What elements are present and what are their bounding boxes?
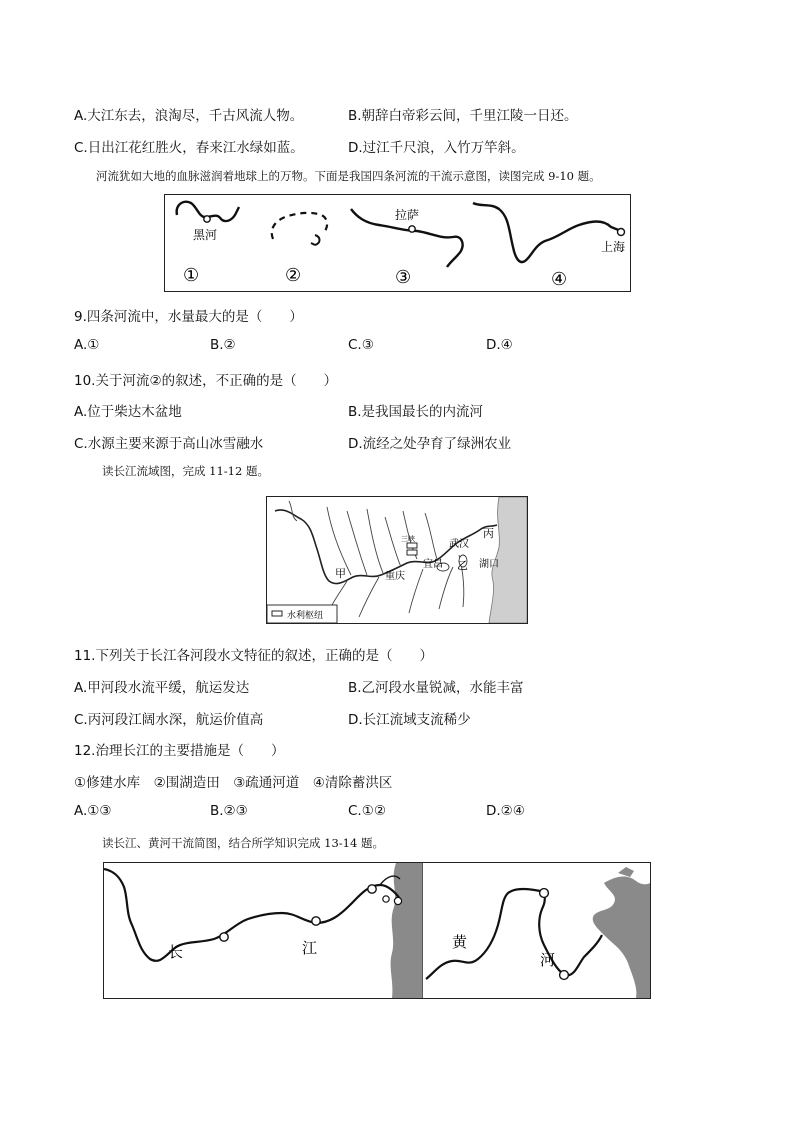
q12-option-c[interactable]: C.①② [348,803,386,819]
two-rivers-map [104,863,650,998]
q9-option-b[interactable]: B.② [210,337,236,353]
river-2-tail [311,235,320,245]
yangtze-basin-figure [266,496,528,624]
label-sanxia: 三峡 [401,535,415,543]
q11-option-d[interactable]: D.长江流域支流稀少 [348,712,471,728]
label-jia: 甲 [335,567,346,580]
q9-stem: 9.四条河流中，水量最大的是（ ） [74,309,303,325]
lake-marker-1 [383,896,389,902]
label-lhasa: 拉萨 [395,208,420,222]
label-heihe: 黑河 [193,228,218,242]
q8-option-d[interactable]: D.过江千尺浪，入竹万竿斜。 [348,140,525,156]
yangtze-river-path [104,869,400,961]
two-rivers-figure [103,862,651,999]
yangtze-marker-1 [220,933,228,941]
label-chang: 长 [168,943,184,961]
heihe-marker [204,216,210,222]
q10-option-a[interactable]: A.位于柴达木盆地 [74,404,182,420]
q8-option-b[interactable]: B.朝辞白帝彩云间，千里江陵一日还。 [348,108,578,124]
q11-option-c[interactable]: C.丙河段江阔水深，航运价值高 [74,712,264,728]
q8-option-a[interactable]: A.大江东去，浪淘尽，千古风流人物。 [74,108,304,124]
river-2-path [272,213,327,239]
q12-option-a[interactable]: A.①③ [74,803,112,819]
intro-13-14: 读长江、黄河干流简图，结合所学知识完成 13-14 题。 [102,836,384,850]
four-rivers-figure [164,194,631,292]
bohai-strait [618,867,634,877]
number-1: ① [183,265,200,286]
q10-stem: 10.关于河流②的叙述，不正确的是（ ） [74,373,338,389]
lake-marker-2 [394,897,401,904]
yangtze-basin-map [267,497,527,623]
east-china-sea [391,863,422,998]
number-3: ③ [395,267,412,288]
yangtze-marker-3 [368,885,376,893]
label-jiang: 江 [302,939,318,957]
yellow-river-marker-2 [560,971,569,980]
q11-stem: 11.下列关于长江各河段水文特征的叙述，正确的是（ ） [74,648,433,664]
number-2: ② [285,265,302,286]
dam-marker-2 [407,550,417,555]
dam-marker-1 [407,543,417,548]
river-4-path [473,203,621,262]
intro-11-12: 读长江流域图，完成 11-12 题。 [102,464,269,478]
label-yichang: 宜昌 [423,559,443,570]
legend-label: 水利枢纽 [287,611,324,621]
lhasa-marker [409,226,415,232]
label-huang: 黄 [452,933,468,951]
q12-stem: 12.治理长江的主要措施是（ ） [74,743,285,759]
shanghai-marker [618,229,625,236]
label-bing: 丙 [483,527,494,540]
q12-measures: ①修建水库 ②围湖造田 ③疏通河道 ④清除蓄洪区 [74,775,393,791]
q8-option-c[interactable]: C.日出江花红胜火，春来江水绿如蓝。 [74,140,304,156]
label-shanghai: 上海 [601,240,626,254]
q9-option-a[interactable]: A.① [74,337,100,353]
four-rivers-map [165,195,630,291]
q11-option-b[interactable]: B.乙河段水量锐减，水能丰富 [348,680,524,696]
yangtze-marker-2 [312,917,320,925]
legend-dam-icon [272,611,282,616]
q11-option-a[interactable]: A.甲河段水流平缓，航运发达 [74,680,250,696]
q10-option-c[interactable]: C.水源主要来源于高山冰雪融水 [74,436,264,452]
q10-option-b[interactable]: B.是我国最长的内流河 [348,404,484,420]
intro-9-10: 河流犹如大地的血脉滋润着地球上的万物。下面是我国四条河流的干流示意图，读图完成 9-10 题。 [96,169,601,183]
label-hukou: 湖口 [479,559,499,570]
q10-option-d[interactable]: D.流经之处孕育了绿洲农业 [348,436,512,452]
q9-option-d[interactable]: D.④ [486,337,513,353]
label-yi: 乙 [457,559,468,572]
q9-option-c[interactable]: C.③ [348,337,374,353]
q12-option-d[interactable]: D.②④ [486,803,525,819]
yellow-river-marker-1 [540,889,549,898]
q12-option-b[interactable]: B.②③ [210,803,248,819]
label-chongqing: 重庆 [385,571,405,582]
label-he: 河 [540,951,556,969]
label-wuhan: 武汉 [449,539,469,550]
number-4: ④ [551,269,568,290]
